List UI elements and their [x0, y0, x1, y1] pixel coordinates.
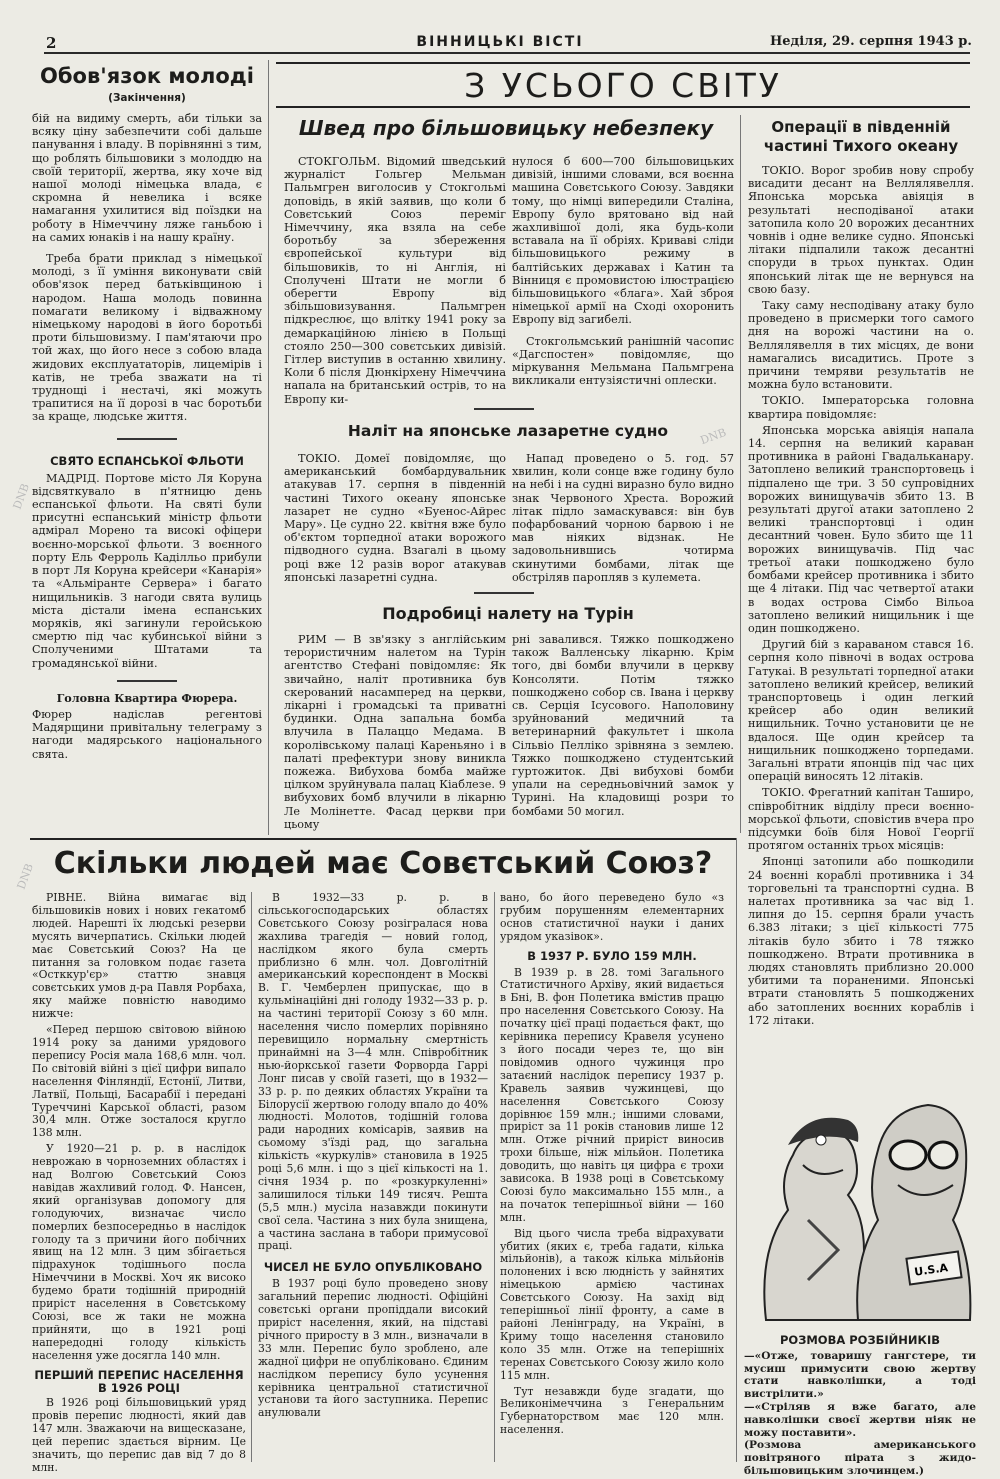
- cartoon-drawing: [748, 1070, 974, 1330]
- dnb-stamp: DNB: [10, 481, 32, 512]
- not-published-title: ЧИСЕЛ НЕ БУЛО ОПУБЛІКОВАНО: [263, 1260, 483, 1275]
- column-separator: [740, 115, 741, 833]
- spain-fleet-title: СВЯТО ЕСПАНСЬКОЇ ФЛЬОТИ: [50, 453, 244, 468]
- youth-duty-subtitle: (Закінчення): [108, 92, 186, 104]
- hospital-col-a: [284, 452, 506, 587]
- population-para-5: вано, бо його переведено було «з грубим порушенням елементарних основ статистичної науки і даних урядом указівок».: [500, 891, 724, 943]
- cartoon-title: РОЗМОВА РОЗБІЙНИКІВ: [779, 1333, 940, 1347]
- population-col-2: [258, 892, 488, 1423]
- pacific-para-1: ТОКІО. Ворог зробив нову спробу висадити десант на Веллялявелля. Японська морська авіяція в результаті несподіваної атаки затопила коло 20 ворожих десантних човнів і одне велике судно. Японські літаки підпалили також десантні споруди в трьох пунктах. Один японський літак ще не вернувся на свою базу.: [748, 164, 974, 296]
- population-title: Скільки людей має Совєтський Союз?: [53, 846, 713, 881]
- population-para-2: «Перед першою світовою війною 1914 року за даними урядового перепису Росія мала 168,6 млн. чол. По світовій війні з цієї цифри випало населення Фінляндії, Естонії, Литви, Латвії, Польщі, Басарабії і передані Туреччині Карської області, разом 30,4 млн. Отже зосталося кругло 138 млн.: [32, 1023, 246, 1140]
- youth-para-1: бій на видиму смерть, аби тільки за всяку ціну забезпечити собі дальше панування і владу. В порівнянні з тим, що роблять більшовики з молоддю на своїй території, жертва, яку хоче від нашої молоді німецька влада, є скромна й невелика і всяке намагання ухилитися від поїздки на роботу в Німеччину ляже ганьбою і на самих юнаків і на нашу країну.: [32, 112, 262, 244]
- fuhrer-hq-para: Фюрер надіслав регентові Мадярщини привітальну телеграму з нагоди мадярського національного свята.: [32, 707, 262, 761]
- issue-date: Неділя, 29. серпня 1943 р.: [770, 34, 972, 49]
- pacific-para-7: Японці затопили або пошкодили 24 воєнні кораблі противника і 34 торговельні та транспортні судна. В налетах противника за час від 1. липня до 15. серпня брали участь 6.383 літаки; з цієї кількості 775 літаків було збито і 78 тяжко пошкоджено. Втрати противника в людях становлять приблизно 20.000 убитими та пораненими. Японські втрати становлять 5 пошкоджених або затоплених воєнних кораблів і 172 літаки.: [748, 855, 974, 1027]
- youth-duty-title: Обов'язок молоді: [40, 64, 254, 88]
- cartoon: [748, 1070, 974, 1330]
- pacific-para-6: ТОКІО. Фрегатний капітан Таширо, співробітник відділу преси воєнно-морської фльоти, сповістив вчера про підсумки боїв біля Нової Георгії протягом останніх трьох місяців:: [748, 786, 974, 853]
- year-1937-title: В 1937 Р. БУЛО 159 МЛН.: [527, 948, 697, 963]
- not-published-text: В 1937 році було проведено знову загальний перепис людності. Офіційні совєтські органи пропіддали високий приріст населення, який, на підставі річного приросту в 3 млн., визначали в 33 млн. Перепис було зроблено, але жадної цифри не опубліковано. Єдиним наслідком перепису було усунення керівника центральної статистичної установи та його заступника. Перепис анулювали: [258, 1277, 488, 1420]
- population-col-3: [500, 892, 724, 1440]
- turin-col-a: [284, 633, 506, 834]
- swede-col-b: [512, 155, 734, 390]
- dnb-stamp: DNB: [698, 425, 728, 448]
- pacific-text: [748, 164, 974, 1027]
- pacific-para-4: Японська морська авіяція напала 14. серпня на великий караван противника в районі Гвадальканару. Затоплено великий транспортовець і підпалено ще три. З 50 супровідних ворожих винищувачів збито 13. В результаті другої атаки затоплено 2 великі транспортовці і один десантний човен. Було збито ще 11 ворожих винищувачів. Під час третьої атаки пошкоджено було бомбами крейсер противника і збито ще 4 літаки. Під час четвертої атаки в водах острова Сімбо Вільоа затоплено великий нищильник і ще один пошкоджено.: [748, 423, 974, 635]
- header-rule: [44, 52, 970, 54]
- population-para-3: У 1920—21 р. р. в наслідок неврожаю в чорноземних областях і над Волгою Совєтський Союз навідав жахливий голод. Ф. Нансен, який організував допомогу для голодуючих, визначає число померлих безпосередньо в наслідок голоду та з причини його побічних явищ на 12 млн. З цим збігається підрахунок тодішнього посла Німеччини в Москві. Хоч як високо будемо брати тодішній природній приріст населення в Совєтському Союзі, все ж таки не можна прийняти, що в 1921 році напередодні голоду кількість населення уже досягла 140 млн.: [32, 1142, 246, 1362]
- youth-para-2: Треба брати приклад з німецької молоді, з її уміння виконувати свій обов'язок перед батьківщиною і народом. Наша молодь повинна помагати великому і відважному німецькому народові в його боротьбі проти більшовизму. І пам'ятаючи про той жах, що його несе з собою влада жидових експлуататорів, лицемірів і катів, не треба зважати на ті труднощі і нестачі, які можуть трапитися на її дорозі в час боротьби за краще, людське життя.: [32, 252, 262, 424]
- fuhrer-hq-text: [32, 692, 262, 761]
- census-1926-text: В 1926 році більшовицький уряд провів перепис людності, який дав 147 млн. Зважаючи на вищесказане, цей перепис здається вірним. Це значить, що перепис дав від 7 до 8 млн.: [32, 1396, 246, 1474]
- turin-para-a: РИМ — В зв'язку з англійським терористичним налетом на Турін агентство Стефані повідомляє: Як звичайно, наліт противника був скерований насамперед на церкви, лікарні і громадські та приватні будинки. Одна запальна бомба влучила в Палаццо Медама. В королівському палаці Кареньяно і в палаті префектури знову виникла пожежа. Вибухова бомба майже цілком зруйнувала палац Кіаблезе. 9 вибухових бомб влучили в лікарню Ле Молінетте. Фасад церкви при цьому: [284, 633, 506, 831]
- world-news-banner: [276, 62, 970, 108]
- column-separator: [736, 838, 737, 1462]
- turin-col-b: [512, 633, 734, 821]
- swede-para-b: нулося б 600—700 більшовицьких дивізій, іншими словами, вся воєнна машина Совєтського Союзу. Завдяки тому, що німці випередили Сталіна, Европу було врятовано від най жахливішої долі, яка будь-коли вставала на її обріях. Криваві сліди більшовицького режиму в балтійських державах і Катин та Вінниця є промовистою ілюстрацією більшовицького «блага». Хай зброя німецької армії на Сході охоронить Европу від загибелі.: [512, 155, 734, 327]
- census-1926-title: ПЕРШИЙ ПЕРЕПИС НАСЕЛЕННЯ В 1926 РОЦІ: [34, 1367, 244, 1395]
- swede-para-a: СТОКГОЛЬМ. Відомий шведський журналіст Гольгер Мельман Пальмгрен виголосив у Стокгольмі доповідь, в якій заявив, що коли б Совєтський Союз переміг Німеччину, яка взяла на себе боротьбу за збереження європейської культури від більшовиків, то ні Англія, ні Сполучені Штати не могли б оберегти Европу від збільшовизування. Пальмгрен підкреслює, що влітку 1941 року за демаркаційною лінією в Польщі стояло 250—300 совєтських дивізій. Гітлер виступив в останню хвилину. Коли б після Дюнкірхену Німеччина напала на британський острів, то на Европу ки-: [284, 155, 506, 406]
- divider: [117, 438, 177, 440]
- spain-fleet-para: МАДРІД. Портове місто Ля Коруна відсвяткувало в п'ятницю день еспанської фльоти. На святі були присутні еспанський міністр фльоти адмірал Морено та високі офіцери воєнно-морської фльоти. З воєнного порту Ель Ферроль Каділльо прибули в порт Ля Коруна крейсери «Канарія» та «Альміранте Сервера» і багато нищильників. З нагоди свята вулиць міста дістали імена еспанських моряків, які загинули геройською смертю під час кубинської війни з Сполученими Штатами та громадянської війни.: [32, 471, 262, 670]
- turin-para-b: рні завалився. Тяжко пошкоджено також Валленську лікарню. Крім того, дві бомби влучили в церкву Консоляти. Потім тяжко пошкоджено собор св. Івана і церкву св. Серція Ісусового. Наполовину зруйнований медичний та ветеринарний факультет і школа Сільвіо Пелліко зрівняна з землею. Тяжко пошкоджено студентський гуртожиток. Дві вибухові бомби упали на середньовічний замок у Турині. На кладовищі розри то бомбами 50 могил.: [512, 633, 734, 818]
- newspaper-name: ВІННИЦЬКІ ВІСТІ: [416, 34, 584, 50]
- divider: [474, 592, 534, 594]
- hospital-para-b: Напад проведено о 5. год. 57 хвилин, коли сонце вже годину було на небі і на судні виразно було видно знак Червоного Хреста. Ворожий літак підло замаскувався: він був пофарбований чорною барвою і не мав ніяких відзнак. Не задовольнившись чотирма скинутими бомбами, літак ще обстріляв паропляв з кулемета.: [512, 452, 734, 584]
- population-col-1: [32, 892, 246, 1478]
- cartoon-caption: (Розмова американського повітряного пірата з жидо-більшовицьким злочинцем.): [744, 1439, 976, 1477]
- hospital-para-a: ТОКІО. Домеї повідомляє, що американський бомбардувальник атакував 17. серпня в південній частині Тихого океану японське лазарет не судно «Буенос-Айрес Мару». Це судно 22. квітня вже було об'єктом торпедної атаки ворожого підводного судна. Взагалі в цьому році вже 12 разів ворог атакував японські лазаретні судна.: [284, 452, 506, 584]
- population-para-6: В 1939 р. в 28. томі Загального Статистичного Архіву, який видається в Бні, В. фон Полетика вмістив працю про населення Совєтського Союзу. На початку цієї праці подається факт, що керівника перепису Кравеля усунено з його посади через те, що він повідомив одного чужинця про затаєний наслідок перепису 1937 р. Кравель заявив чужинцеві, що населення Совєтського Союзу дорівнює 159 млн.; іншими словами, приріст за 11 років становив лише 12 млн. Отже річний приріст виносив трохи більше, ніж мільйон. Полетика доводить, що навіть ця цифра є трохи зависока. В 1938 році в Совєтському Союзі було максимально 155 млн., а на початок теперішньої війни — 160 млн.: [500, 965, 724, 1224]
- pacific-para-2: Таку саму несподівану атаку було проведено в присмерки того самого дня на ворожі частини на о. Веллялявелля в тих місцях, де вони намагались висадитись. Проте з причини темряви результатів не можна було встановити.: [748, 299, 974, 392]
- cartoon-line-2: —«Стріляв я вже багато, але навколішки своєї жертви ніяк не можу поставити».: [744, 1400, 976, 1439]
- population-para-7: Від цього числа треба відрахувати убитих (яких є, треба гадати, кілька мільйонів), а також кілька мільйонів полонених і всю людність у зайнятих німецькою армією частинах Совєтського Союзу. На захід від теперішньої лінії фронту, а саме в районі Ленінграду, на Україні, в Криму тощо населення становило коло 35 млн. Отже на теперішніх терeнах Совєтського Союзу жило коло 115 млн.: [500, 1226, 724, 1382]
- pacific-para-5: Другий бій з караваном стався 16. серпня коло півночі в водах острова Гатукаі. В результаті торпедної атаки затоплено великий крейсер, великий транспортовець і один легкий крейсер або один великий нищильник. Точно установити це не вдалося. Ще один крейсер та нищильник пошкоджено торпедами. Загальні втрати японців під час цих операцій виносять 12 літаків.: [748, 638, 974, 784]
- column-separator: [251, 892, 252, 1462]
- swede-col-a: [284, 155, 506, 409]
- population-para-1: РІВНЕ. Війна вимагає від більшовиків нових і нових гекатомб людей. Нарешті їх людські резерви мусять вичерпатись. Скільки людей має Совєтський Союз? На це питання за головком подає газета «Остккур'єр» статтю знавця совєтських умов д-ра Павля Рорбаха, яку майже повністю наводимо нижче:: [32, 891, 246, 1021]
- population-headline-bar: [30, 838, 736, 888]
- column-separator: [268, 60, 269, 835]
- pacific-para-3: ТОКІО. Імператорська головна квартира повідомляє:: [748, 394, 974, 421]
- fuhrer-hq-title: Головна Квартира Фюрера.: [56, 690, 238, 705]
- pacific-title: Операції в південній частині Тихого океану: [763, 118, 959, 155]
- population-para-4: В 1932—33 р. р. в сільськогосподарських областях Совєтського Союзу розігралася нова жахлива трагедія — новий голод, наслідком якого була смерть приблизно 6 млн. чол. Довголітній американський кореспондент в Москві В. Г. Чемберлен припускає, що в кульмінаційні дні голоду 1932—33 р. р. на частині території Союзу з 60 млн. населення число померлих порівняно перевищило нормальну смертність принаймні на 3—4 млн. Співробітник нью-йоркської газети Форворда Гаррі Лонг писав у своїй газеті, що в 1932—33 р. р. по деяких областях України та Білорусії жертвою голоду впало до 40% людності. Молотов, тодішній голова ради народних комісарів, заявив на сьомому з'їзді рад, що загальна кількість «куркулів» становила в 1925 році 5,6 млн. і що з цієї кількості на 1. січня 1934 р. по «розкуркуленні» залишилося тільки 149 тисяч. Решта (5,5 млн.) мусіла назавжди покинути свої села. Частина з них була знищена, а частина заслана в табори примусової праці.: [258, 891, 488, 1253]
- youth-duty-text: [32, 112, 262, 424]
- armband-text: U.S.A: [913, 1261, 949, 1279]
- divider: [474, 408, 534, 410]
- column-separator: [494, 892, 495, 1462]
- column-right: [748, 118, 974, 1030]
- cartoon-line-1: —«Отже, товаришу гангстере, ти мусиш примусити свою жертву стати навколішки, а тоді вистрілити.»: [744, 1349, 976, 1401]
- column-left: [32, 58, 262, 764]
- spain-fleet-text: [32, 472, 262, 670]
- swede-para-b2: Стокгольмський ранішній часопис «Дагспостен» повідомляє, що міркування Мельмана Пальмгрена викликали ентузіястичні оплески.: [512, 334, 734, 388]
- cartoon-caption-block: [744, 1334, 976, 1478]
- hospital-col-b: [512, 452, 734, 587]
- hospital-ship-title: Наліт на японське лазаретне судно: [347, 422, 669, 440]
- swede-title: Швед про більшовицьку небезпеку: [298, 116, 714, 140]
- divider: [117, 680, 177, 682]
- dnb-stamp: DNB: [14, 861, 36, 892]
- turin-title: Подробиці налету на Турін: [382, 604, 634, 623]
- world-news-title: З УСЬОГО СВІТУ: [464, 66, 782, 105]
- page-number: 2: [46, 34, 57, 52]
- population-para-8: Тут незавжди буде згадати, що Великонімеччина з Генеральним Губернаторством має 120 млн. населення.: [500, 1384, 724, 1437]
